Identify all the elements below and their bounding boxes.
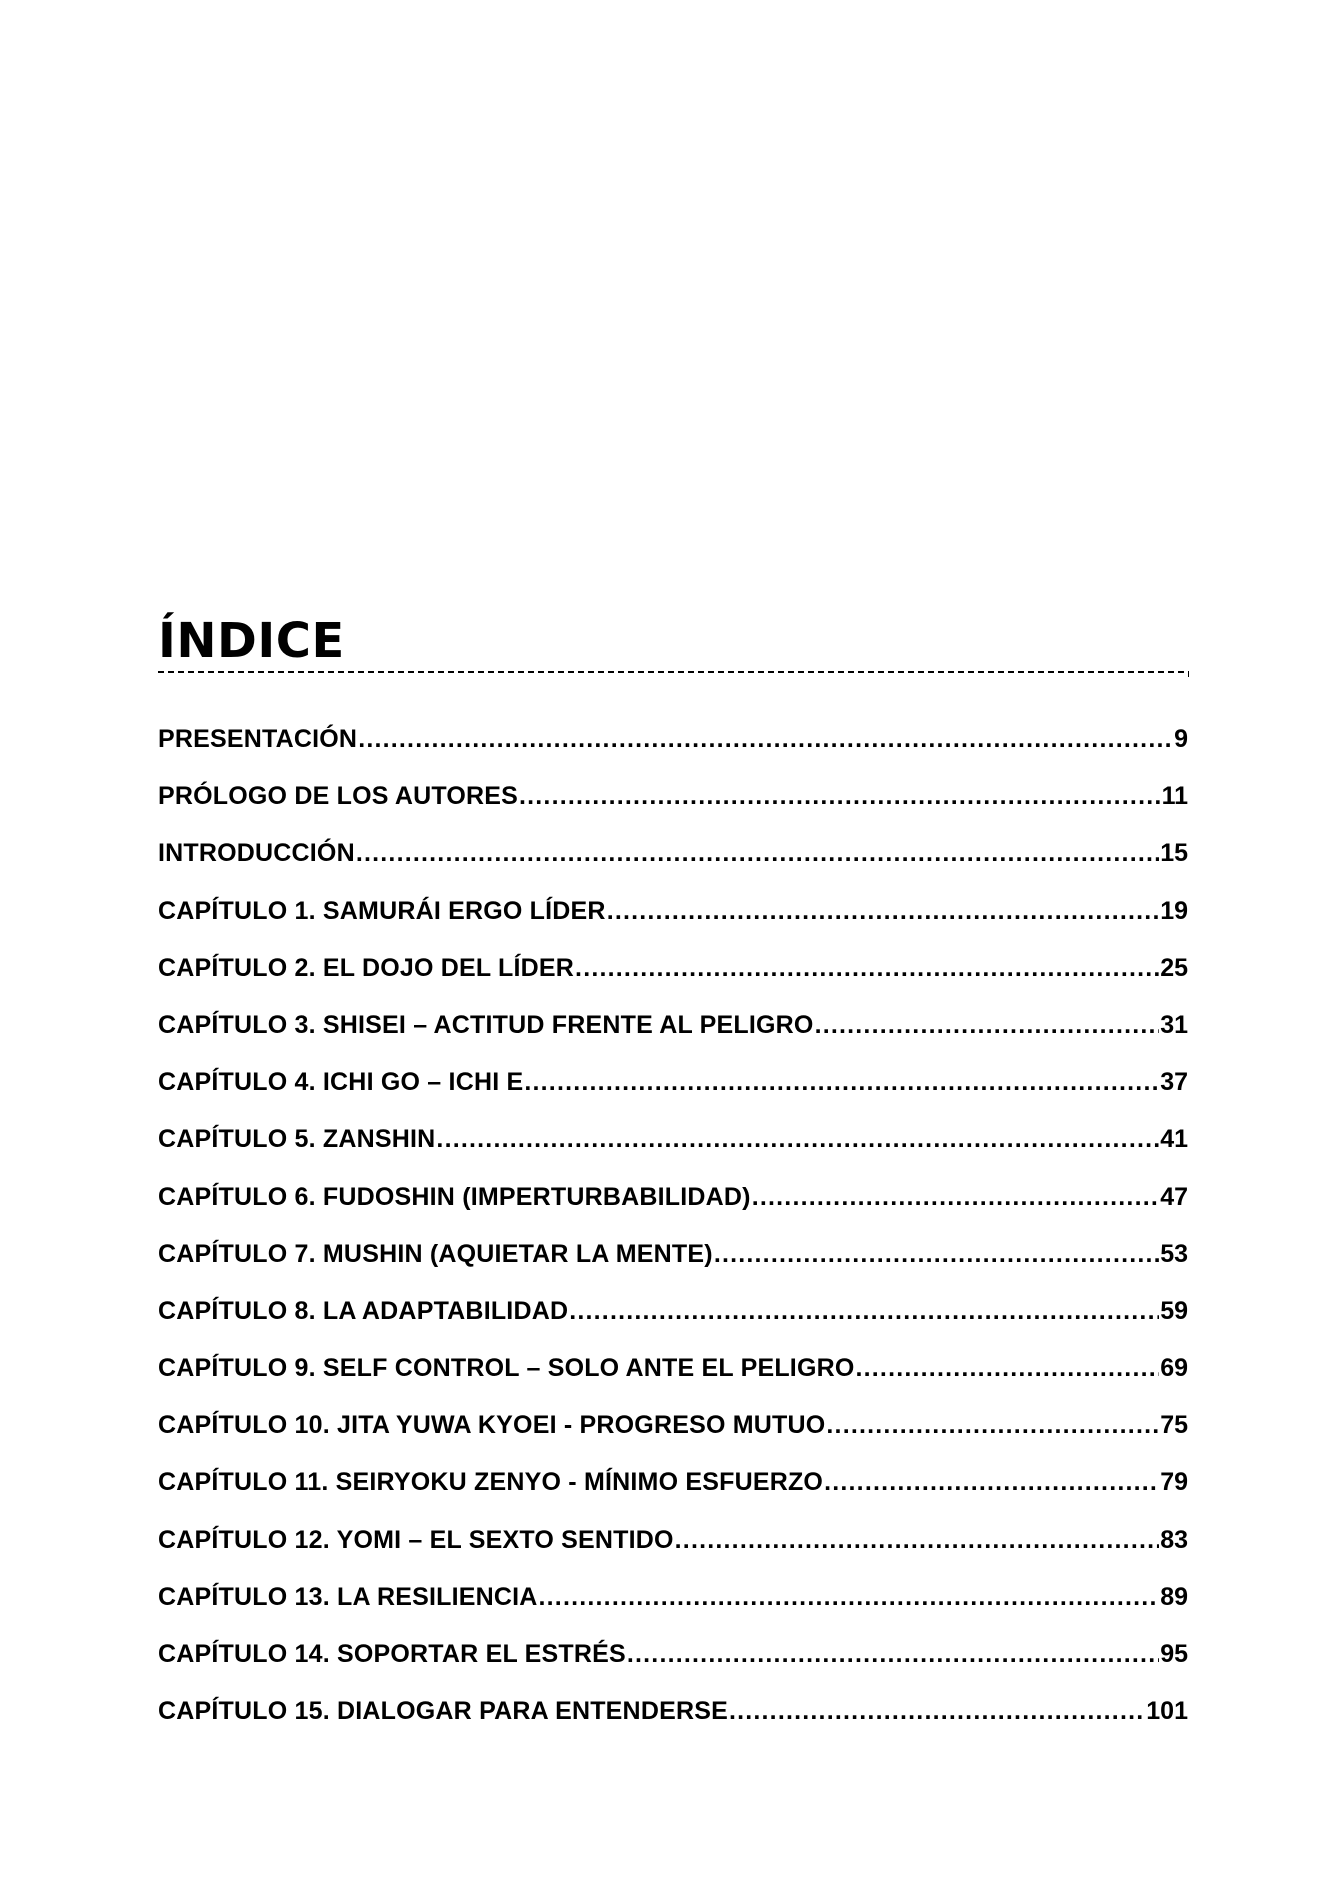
toc-page-number: 69 xyxy=(1160,1354,1188,1383)
toc-page-number: 15 xyxy=(1160,839,1188,868)
toc-dot-leader xyxy=(519,781,1161,811)
toc-page-number: 89 xyxy=(1160,1582,1188,1611)
toc-entry-title: CAPÍTULO 15. DIALOGAR PARA ENTENDERSE xyxy=(158,1697,728,1726)
toc-entry[interactable] xyxy=(158,896,1188,953)
toc-entry-title: CAPÍTULO 5. ZANSHIN xyxy=(158,1125,436,1154)
divider-end-tick xyxy=(1188,671,1189,677)
toc-dot-leader xyxy=(714,1239,1159,1269)
toc-page-number: 47 xyxy=(1160,1182,1188,1211)
toc-page-number: 41 xyxy=(1160,1125,1188,1154)
toc-entry[interactable] xyxy=(158,1124,1188,1181)
toc-page-number: 75 xyxy=(1160,1411,1188,1440)
toc-dot-leader xyxy=(856,1353,1160,1383)
toc-entry-title: CAPÍTULO 13. LA RESILIENCIA xyxy=(158,1582,538,1611)
toc-page-number: 9 xyxy=(1174,725,1188,753)
toc-entry[interactable] xyxy=(158,1239,1188,1296)
toc-entry-title: CAPÍTULO 2. EL DOJO DEL LÍDER xyxy=(158,953,575,982)
toc-page-number: 83 xyxy=(1160,1525,1188,1554)
toc-page-number: 59 xyxy=(1160,1296,1188,1325)
toc-entry-title: CAPÍTULO 11. SEIRYOKU ZENYO - MÍNIMO ESFUERZO xyxy=(158,1468,824,1497)
toc-dot-leader xyxy=(729,1696,1145,1726)
toc-entry-title: CAPÍTULO 6. FUDOSHIN (IMPERTURBABILIDAD) xyxy=(158,1182,751,1211)
toc-entry[interactable] xyxy=(158,1182,1188,1239)
toc-entry[interactable] xyxy=(158,953,1188,1010)
toc-page-number: 37 xyxy=(1160,1068,1188,1097)
toc-dot-leader xyxy=(356,838,1159,868)
toc-dot-leader xyxy=(752,1182,1159,1212)
toc-page-number: 53 xyxy=(1160,1239,1188,1268)
toc-dot-leader xyxy=(524,1067,1159,1097)
toc-entry-title: CAPÍTULO 4. ICHI GO – ICHI E xyxy=(158,1068,524,1097)
toc-page-number: 25 xyxy=(1160,953,1188,982)
toc-dot-leader xyxy=(675,1525,1160,1555)
toc-entry[interactable] xyxy=(158,1067,1188,1124)
toc-page-number: 101 xyxy=(1146,1697,1188,1726)
toc-entry[interactable] xyxy=(158,1353,1188,1410)
toc-dot-leader xyxy=(436,1124,1159,1154)
toc-page-number: 95 xyxy=(1160,1640,1188,1668)
toc-page-number: 19 xyxy=(1160,896,1188,925)
toc-entry-title: PRÓLOGO DE LOS AUTORES xyxy=(158,782,518,811)
toc-dot-leader xyxy=(358,724,1173,754)
toc-entry-title: CAPÍTULO 10. JITA YUWA KYOEI - PROGRESO MUTUO xyxy=(158,1411,826,1440)
toc-dot-leader xyxy=(607,896,1160,926)
toc-entry-title: CAPÍTULO 8. LA ADAPTABILIDAD xyxy=(158,1296,569,1325)
toc-entry[interactable] xyxy=(158,1296,1188,1353)
toc-entry-title: CAPÍTULO 12. YOMI – EL SEXTO SENTIDO xyxy=(158,1525,674,1554)
toc-dot-leader xyxy=(569,1296,1159,1326)
toc-page-number: 31 xyxy=(1160,1010,1188,1039)
toc-entry-title: INTRODUCCIÓN xyxy=(158,839,355,868)
toc-entry[interactable] xyxy=(158,1410,1188,1467)
toc-entry-title: CAPÍTULO 7. MUSHIN (AQUIETAR LA MENTE) xyxy=(158,1239,713,1268)
toc-entry[interactable] xyxy=(158,1467,1188,1524)
title-dashed-divider xyxy=(158,671,1184,673)
toc-page-number: 79 xyxy=(1160,1468,1188,1497)
toc-entry[interactable] xyxy=(158,1582,1188,1639)
toc-entry[interactable] xyxy=(158,838,1188,895)
toc-dot-leader xyxy=(575,953,1159,983)
toc-dot-leader xyxy=(539,1582,1160,1612)
toc-entry[interactable] xyxy=(158,1010,1188,1067)
toc-entry-title: PRESENTACIÓN xyxy=(158,725,358,753)
toc-dot-leader xyxy=(826,1410,1159,1440)
toc-entry-title: CAPÍTULO 9. SELF CONTROL – SOLO ANTE EL PELIGRO xyxy=(158,1354,855,1383)
toc-dot-leader xyxy=(627,1639,1159,1669)
toc-entry-title: CAPÍTULO 3. SHISEI – ACTITUD FRENTE AL PELIGRO xyxy=(158,1010,814,1039)
toc-entry[interactable] xyxy=(158,1525,1188,1582)
toc-entry-title: CAPÍTULO 14. SOPORTAR EL ESTRÉS xyxy=(158,1640,626,1668)
toc-entry[interactable] xyxy=(158,724,1188,781)
toc-entry[interactable] xyxy=(158,781,1188,838)
toc-entry[interactable] xyxy=(158,1639,1188,1696)
toc-dot-leader xyxy=(824,1467,1159,1497)
toc-page-number: 11 xyxy=(1161,782,1188,811)
toc-dot-leader xyxy=(815,1010,1160,1040)
table-of-contents xyxy=(158,724,1188,1753)
toc-entry[interactable] xyxy=(158,1696,1188,1753)
toc-entry-title: CAPÍTULO 1. SAMURÁI ERGO LÍDER xyxy=(158,896,606,925)
page-title: ÍNDICE xyxy=(158,613,345,669)
